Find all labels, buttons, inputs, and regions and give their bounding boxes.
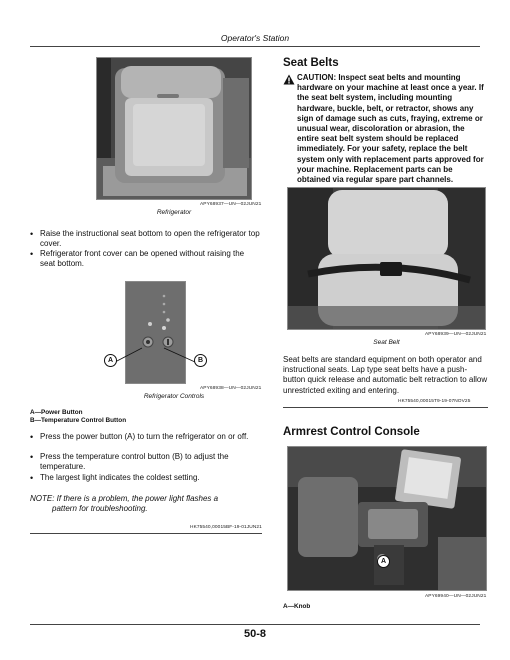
legend-item: B—Temperature Control Button bbox=[30, 417, 127, 424]
refrigerator-photo bbox=[96, 57, 252, 200]
header-rule bbox=[30, 46, 480, 47]
page-header-title: Operator's Station bbox=[220, 33, 290, 43]
section-rule bbox=[30, 533, 262, 534]
bullet-item: • Raise the instructional seat bottom to open the refrigerator top cover. bbox=[30, 229, 260, 249]
page-number: 50-8 bbox=[243, 628, 267, 640]
figure-caption: Seat Belt bbox=[373, 339, 400, 346]
reference-code: HK75540,00015BF-19-01JUN21 bbox=[190, 525, 262, 530]
section-rule bbox=[283, 407, 488, 408]
legend-item: A—Power Button bbox=[30, 409, 83, 416]
seat-belt-illustration bbox=[288, 188, 486, 330]
figure-id: APY68937—UN—02JUN21 bbox=[200, 202, 262, 207]
figure-id: APY69940—UN—02JUN21 bbox=[425, 594, 487, 599]
bullet-item: • Press the power button (A) to turn the refrigerator on or off. bbox=[30, 432, 262, 442]
seat-belts-heading: Seat Belts bbox=[283, 57, 339, 69]
figure-caption: Refrigerator bbox=[156, 209, 192, 216]
seat-belt-photo bbox=[287, 187, 486, 330]
callout-b-label: B bbox=[194, 354, 207, 367]
footer-rule bbox=[30, 624, 480, 625]
note-line-2: pattern for troubleshooting. bbox=[52, 504, 148, 513]
callout-a-label: A bbox=[377, 555, 390, 568]
figure-caption: Refrigerator Controls bbox=[143, 393, 205, 400]
legend-item: A—Knob bbox=[283, 603, 311, 610]
warning-triangle-icon bbox=[283, 74, 295, 85]
figure-id: APY68938—UN—02JUN21 bbox=[200, 386, 262, 391]
reference-code: HK75540,00015T9-19-07NOV25 bbox=[398, 399, 471, 404]
note-text bbox=[30, 494, 270, 514]
bullet-item: • Press the temperature control button (B) to adjust the temperature. bbox=[30, 452, 262, 472]
figure-id: APY68939—UN—02JUN21 bbox=[425, 332, 487, 337]
seat-belt-paragraph: Seat belts are standard equipment on both operator and instructional seats. Lap type seat belts have a push-button quick release and automatic belt retraction to allow unrestricted exiting and entering. bbox=[283, 355, 488, 395]
armrest-heading: Armrest Control Console bbox=[283, 426, 420, 438]
caution-text: CAUTION: Inspect seat belts and mounting hardware on your machine at least once a year. If the seat belt system, including mounting hardware, buckle, belt, or retractor, shows any sign of damage such as cuts, fraying, extreme or unusual wear, discoloration or abrasion, the entire seat belt system should be replaced immediately. For your safety, replace the belt system only with replacement parts approved for your machine. Replacement parts can be obtained via regular spare part channels. bbox=[297, 73, 484, 185]
bullet-item: • The largest light indicates the coldest setting. bbox=[30, 473, 262, 483]
bullet-item: • Refrigerator front cover can be opened without raising the seat bottom. bbox=[30, 249, 260, 269]
note-line-1: NOTE: If there is a problem, the power light flashes a bbox=[30, 494, 219, 503]
callout-a-label: A bbox=[104, 354, 117, 367]
refrigerator-illustration bbox=[97, 58, 252, 200]
